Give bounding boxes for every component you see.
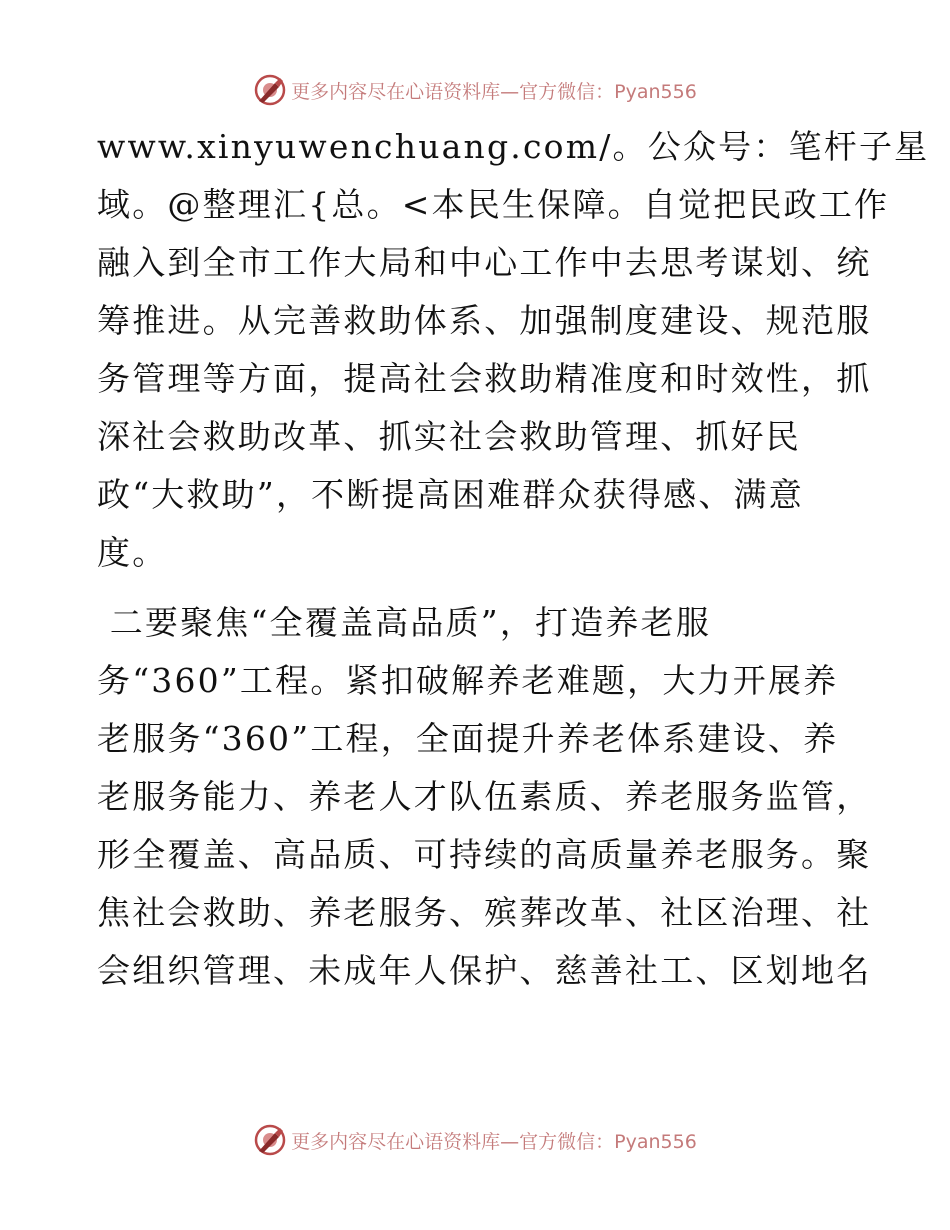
- watermark-text: 更多内容尽在心语资料库—官方微信：Pyan556: [291, 80, 697, 103]
- text-line: 二要聚焦“全覆盖高品质”，打造养老服: [97, 603, 712, 642]
- watermark-text: 更多内容尽在心语资料库—官方微信：Pyan556: [291, 1130, 697, 1153]
- text-line: www.xinyuwenchuang.com/。公众号：笔杆子星: [97, 127, 930, 166]
- pen-logo-icon: [253, 1123, 287, 1157]
- text-line: 焦社会救助、养老服务、殡葬改革、社区治理、社: [97, 893, 872, 932]
- text-line: 域。@整理汇{总。<本民生保障。自觉把民政工作: [97, 185, 890, 224]
- text-line: 筹推进。从完善救助体系、加强制度建设、规范服: [97, 301, 872, 340]
- text-line: 老服务能力、养老人才队伍素质、养老服务监管，: [97, 777, 872, 816]
- pen-logo-icon: [253, 73, 287, 107]
- text-line: 形全覆盖、高品质、可持续的高质量养老服务。聚: [97, 835, 872, 874]
- text-line: 会组织管理、未成年人保护、慈善社工、区划地名: [97, 951, 872, 990]
- text-line: 务“360”工程。紧扣破解养老难题，大力开展养: [97, 661, 839, 700]
- footer-watermark: [0, 1120, 950, 1160]
- paragraph-gap: [97, 582, 867, 594]
- text-line: 度。: [97, 533, 168, 572]
- text-line: 务管理等方面，提高社会救助精准度和时效性，抓: [97, 359, 872, 398]
- text-line: 政“大救助”，不断提高困难群众获得感、满意: [97, 475, 804, 514]
- document-body: [97, 118, 930, 1000]
- text-line: 融入到全市工作大局和中心工作中去思考谋划、统: [97, 243, 872, 282]
- header-watermark: [0, 70, 950, 110]
- text-line: 深社会救助改革、抓实社会救助管理、抓好民: [97, 417, 801, 456]
- text-line: 老服务“360”工程，全面提升养老体系建设、养: [97, 719, 839, 758]
